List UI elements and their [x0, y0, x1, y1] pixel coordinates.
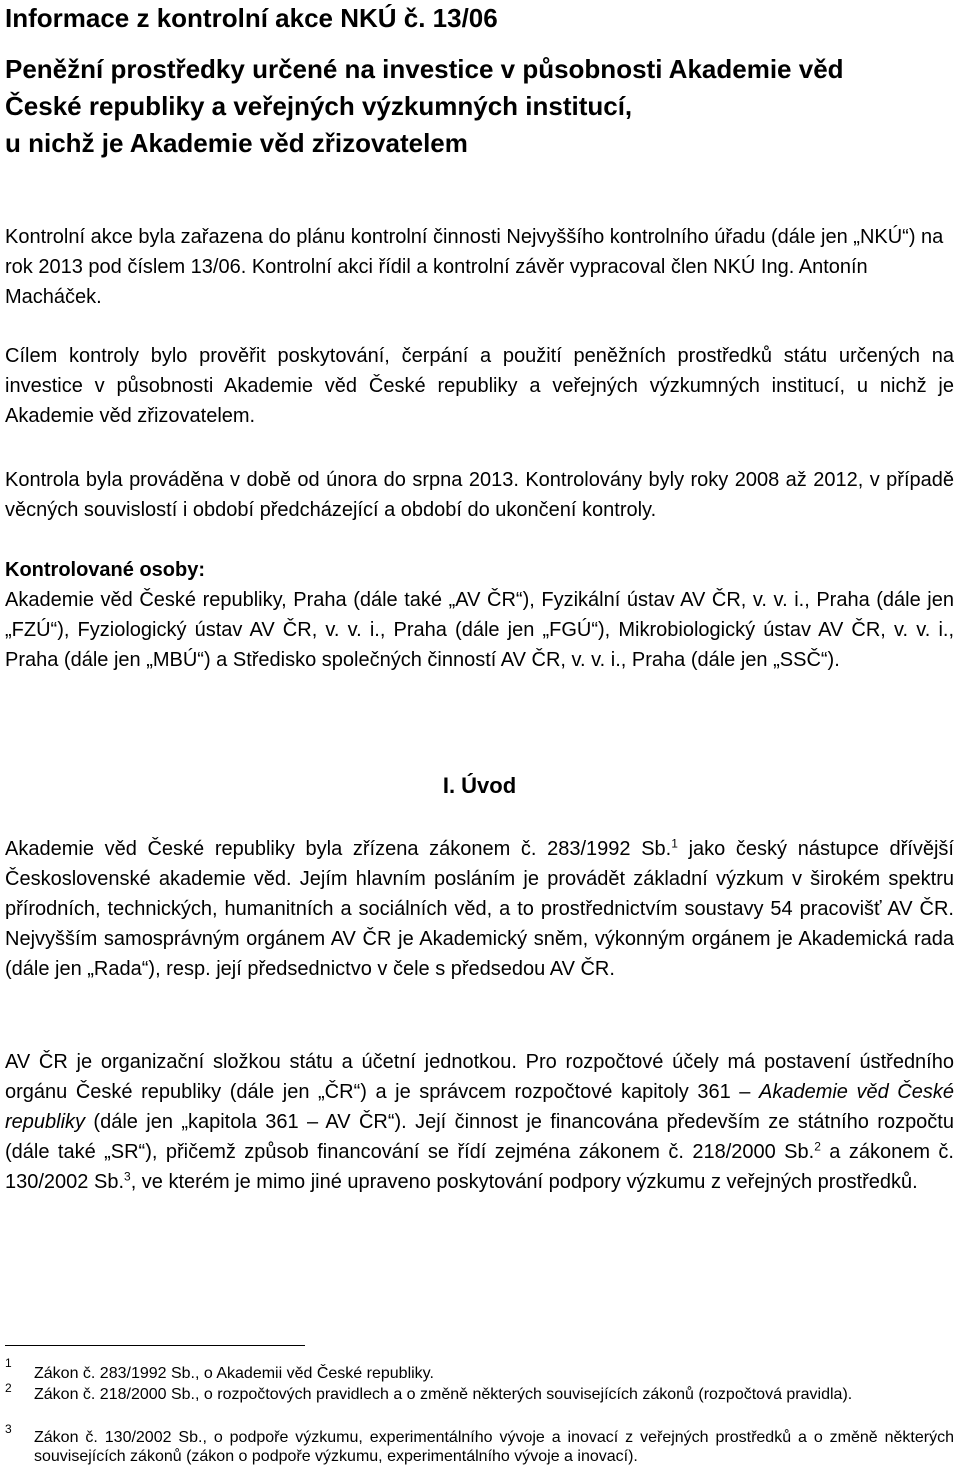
- footnote-2: [5, 1381, 954, 1404]
- section-paragraph-2-text-c: a zákonem č. 130/2002 Sb.: [5, 1141, 954, 1193]
- section-paragraph-2-text-d: , ve kterém je mimo jiné upraveno poskytování podpory výzkumu z veřejných prostředků.: [130, 1171, 918, 1193]
- controlled-persons-text: Akademie věd České republiky, Praha (dále také „AV ČR“), Fyzikální ústav AV ČR, v. v. i., Praha (dále jen „FZÚ“), Fyziologický ústav AV ČR, v. v. i., Praha (dále jen „FGÚ“), Mikrobiologický ústav AV ČR, v. v. i., Praha (dále jen „MBÚ“) a Středisko společných činností AV ČR, v. v. i., Praha (dále jen „SSČ“).: [5, 589, 954, 671]
- section-paragraph-2: [5, 1047, 954, 1197]
- footnote-ref-3: 3: [124, 1169, 131, 1184]
- section-paragraph-1: [5, 834, 954, 984]
- section-heading: I. Úvod: [442, 773, 517, 798]
- section-paragraph-2-text-b: (dále jen „kapitola 361 – AV ČR“). Její činnost je financována především ze státního rozpočtu (dále také „SR“), přičemž způsob financování se řídí zejména zákonem č. 218/2000 Sb.: [5, 1111, 954, 1163]
- footnote-3: [5, 1422, 954, 1466]
- footnote-ref-1: 1: [671, 836, 678, 851]
- report-title: Informace z kontrolní akce NKÚ č. 13/06: [5, 3, 498, 33]
- controlled-persons: [5, 555, 954, 675]
- intro-paragraph: Kontrolní akce byla zařazena do plánu kontrolní činnosti Nejvyššího kontrolního úřadu (dále jen „NKÚ“) na rok 2013 pod číslem 13/06. Kontrolní akci řídil a kontrolní závěr vypracoval člen NKÚ Ing. Antonín Macháček.: [5, 226, 944, 308]
- section-paragraph-2-text-a: AV ČR je organizační složkou státu a účetní jednotkou. Pro rozpočtové účely má postavení ústředního orgánu České republiky (dále jen „ČR“) a je správcem rozpočtové kapitoly 361 –: [5, 1051, 954, 1103]
- footnote-ref-2: 2: [814, 1139, 821, 1154]
- goal-paragraph: Cílem kontroly bylo prověřit poskytování, čerpání a použití peněžních prostředků státu určených na investice v působnosti Akademie věd České republiky a veřejných výzkumných institucí, u nichž je Akademie věd zřizovatelem.: [5, 345, 954, 427]
- controlled-persons-label: Kontrolované osoby:: [5, 559, 206, 581]
- period-paragraph: Kontrola byla prováděna v době od února do srpna 2013. Kontrolovány byly roky 2008 až 2012, v případě věcných souvislostí i období předcházející a období do ukončení kontroly.: [5, 469, 954, 521]
- report-subject: [5, 51, 954, 162]
- section-paragraph-1-text-b: jako český nástupce dřívější Československé akademie věd. Jejím hlavním posláním je provádět základní výzkum v širokém spektru přírodních, technických, humanitních a sociálních věd, a to prostřednictvím soustavy 54 pracovišť AV ČR. Nejvyšším samosprávným orgánem AV ČR je Akademický sněm, výkonným orgánem je Akademická rada (dále jen „Rada“), resp. její předsednictvo v čele s předsedou AV ČR.: [5, 838, 954, 980]
- subject-line-2: České republiky a veřejných výzkumných institucí,: [5, 91, 633, 121]
- subject-line-3: u nichž je Akademie věd zřizovatelem: [5, 128, 468, 158]
- subject-line-1: Peněžní prostředky určené na investice v působnosti Akademie věd: [5, 54, 844, 84]
- footnote-number-3: 3: [5, 1422, 12, 1436]
- footnote-text-1: Zákon č. 283/1992 Sb., o Akademii věd České republiky.: [34, 1365, 434, 1382]
- chapter-name: Akademie věd České republiky: [5, 1081, 954, 1133]
- footnote-1: [5, 1356, 954, 1383]
- footnote-number-1: 1: [5, 1356, 12, 1370]
- section-paragraph-1-text-a: Akademie věd České republiky byla zřízena zákonem č. 283/1992 Sb.: [5, 838, 672, 860]
- footnote-divider: [5, 1345, 305, 1346]
- footnote-number-2: 2: [5, 1381, 12, 1395]
- footnote-text-2: Zákon č. 218/2000 Sb., o rozpočtových pravidlech a o změně některých souvisejících zákonů (rozpočtová pravidla).: [34, 1386, 853, 1403]
- footnote-text-3: Zákon č. 130/2002 Sb., o podpoře výzkumu, experimentálního vývoje a inovací z veřejných prostředků a o změně některých souvisejících zákonů (zákon o podpoře výzkumu, experimentálního vývoje a inovací).: [34, 1429, 954, 1465]
